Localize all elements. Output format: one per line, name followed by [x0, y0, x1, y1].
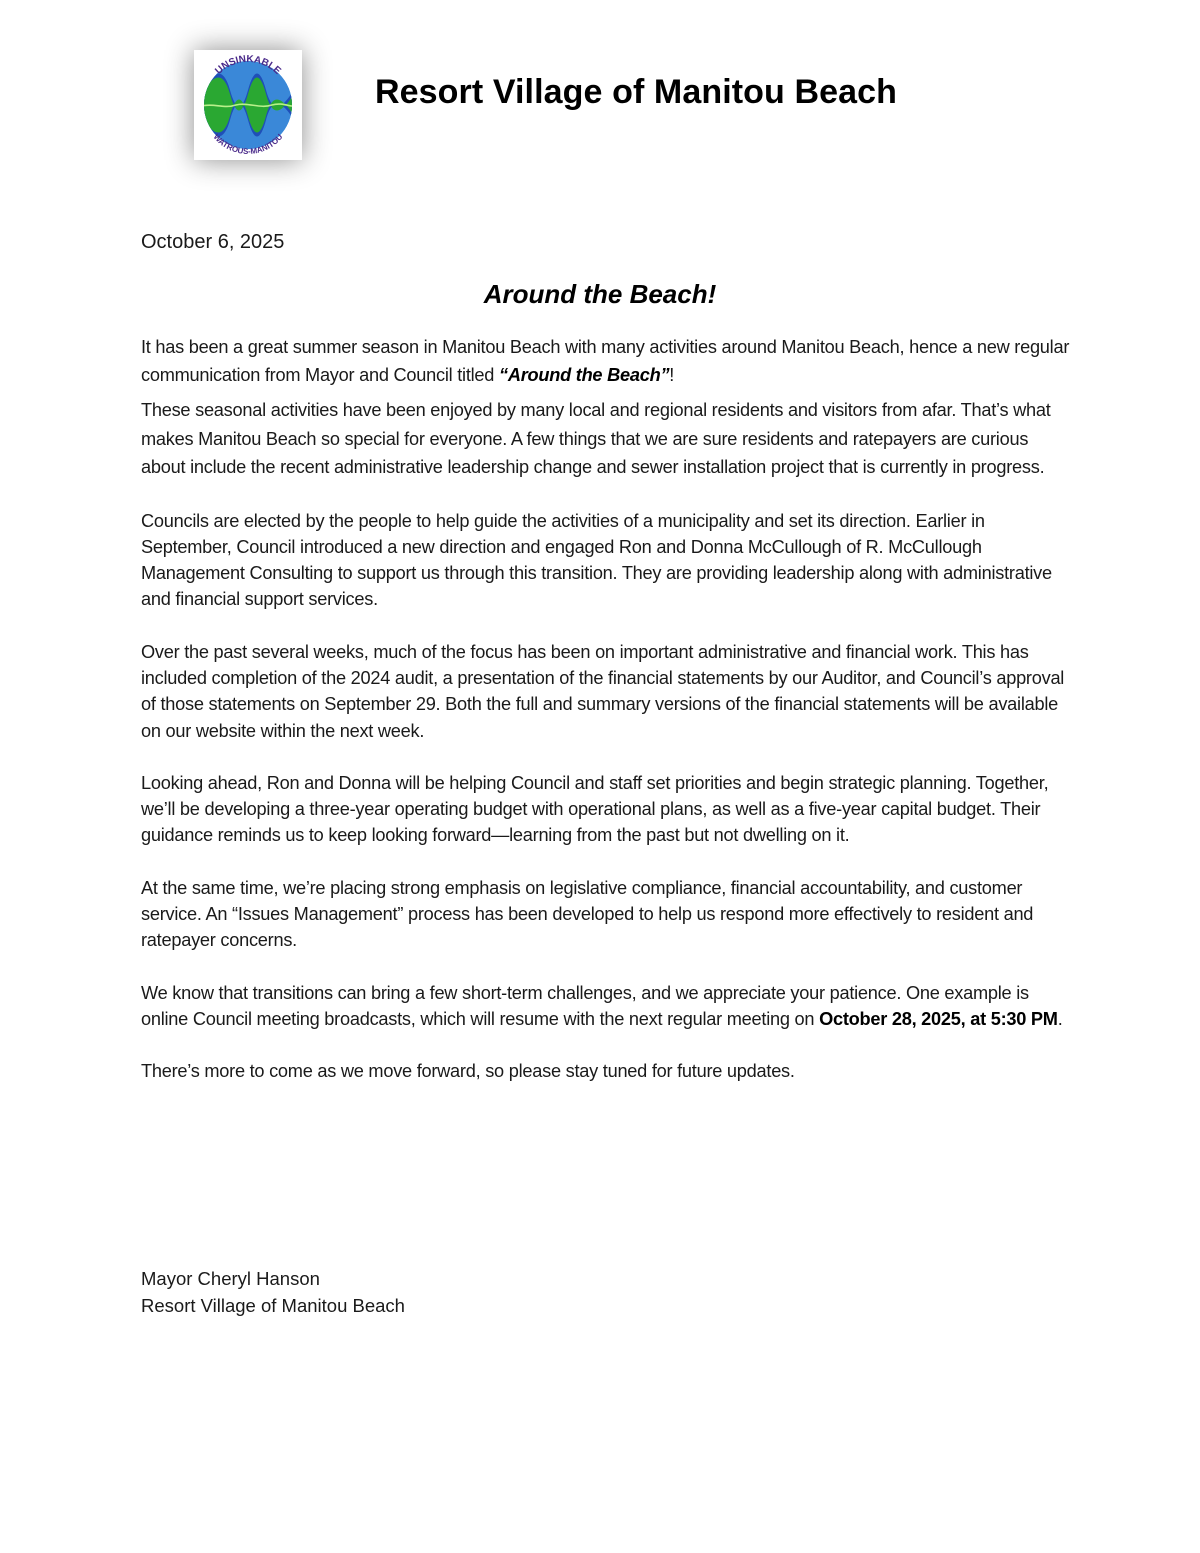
paragraph-seasonal-activities: These seasonal activities have been enjoyed by many local and regional residents and visitors from afar. That’s what makes Manitou Beach so special for everyone. A few things that we are sure residents and ratepayers are curious about include the recent administrative leadership change and sewer installation project that is currently in progress. [141, 400, 1051, 477]
next-meeting-datetime: October 28, 2025, at 5:30 PM [819, 1008, 1058, 1029]
paragraph-intro-end: ! [669, 365, 675, 385]
paragraph-intro-text: It has been a great summer season in Manitou Beach with many activities around Manitou Beach, hence a new regular communication from Mayor and Council titled [141, 337, 1070, 385]
paragraph-broadcasts-end: . [1057, 1008, 1063, 1029]
paragraph-closing: There’s more to come as we move forward, so please stay tuned for future updates. [141, 1061, 795, 1082]
logo-container [168, 28, 328, 188]
newsletter-title-emphasis: “Around the Beach” [498, 365, 670, 385]
paragraph-compliance: At the same time, we’re placing strong emphasis on legislative compliance, financial accountability, and customer service. An “Issues Management” process has been developed to help us respond more effectively to resident and ratepayer concerns. [141, 877, 1034, 951]
unsinkable-watrous-manitou-logo-icon [194, 50, 302, 160]
paragraph-council-direction: Councils are elected by the people to help guide the activities of a municipality and set its direction. Earlier in September, Council introduced a new direction and engaged Ron and Donna McCullough of R. McCullough Management Consulting to support us through this transition. They are providing leadership along with administrative and financial support services. [141, 510, 1052, 610]
logo-top-text: UNSINKABLE [213, 53, 283, 77]
logo-graphic [194, 50, 302, 160]
signature-name: Mayor Cheryl Hanson [141, 1268, 320, 1289]
letter-body [141, 333, 1071, 1085]
letter-headline: Around the Beach! [483, 279, 717, 309]
signature-organization: Resort Village of Manitou Beach [141, 1295, 405, 1316]
signature-block [141, 1265, 405, 1319]
letter-date: October 6, 2025 [141, 231, 285, 253]
paragraph-broadcasts-text: We know that transitions can bring a few short-term challenges, and we appreciate your patience. One example is online Council meeting broadcasts, which will resume with the next regular meeting on [141, 982, 1029, 1029]
paragraph-strategic-planning: Looking ahead, Ron and Donna will be helping Council and staff set priorities and begin strategic planning. Together, we’ll be developing a three-year operating budget with operational plans, as well as a five-year capital budget. Their guidance reminds us to keep looking forward—learning from the past but not dwelling on it. [141, 772, 1049, 846]
logo-bottom-text: WATROUS-MANITOU [211, 132, 285, 157]
paragraph-broadcasts [141, 980, 1071, 1033]
paragraph-intro [141, 333, 1071, 389]
paragraph-audit-work: Over the past several weeks, much of the focus has been on important administrative and financial work. This has included completion of the 2024 audit, a presentation of the financial statements by our Auditor, and Council’s approval of those statements on September 29. Both the full and summary versions of the financial statements will be available on our website within the next week. [141, 641, 1065, 741]
organization-title: Resort Village of Manitou Beach [375, 73, 898, 111]
